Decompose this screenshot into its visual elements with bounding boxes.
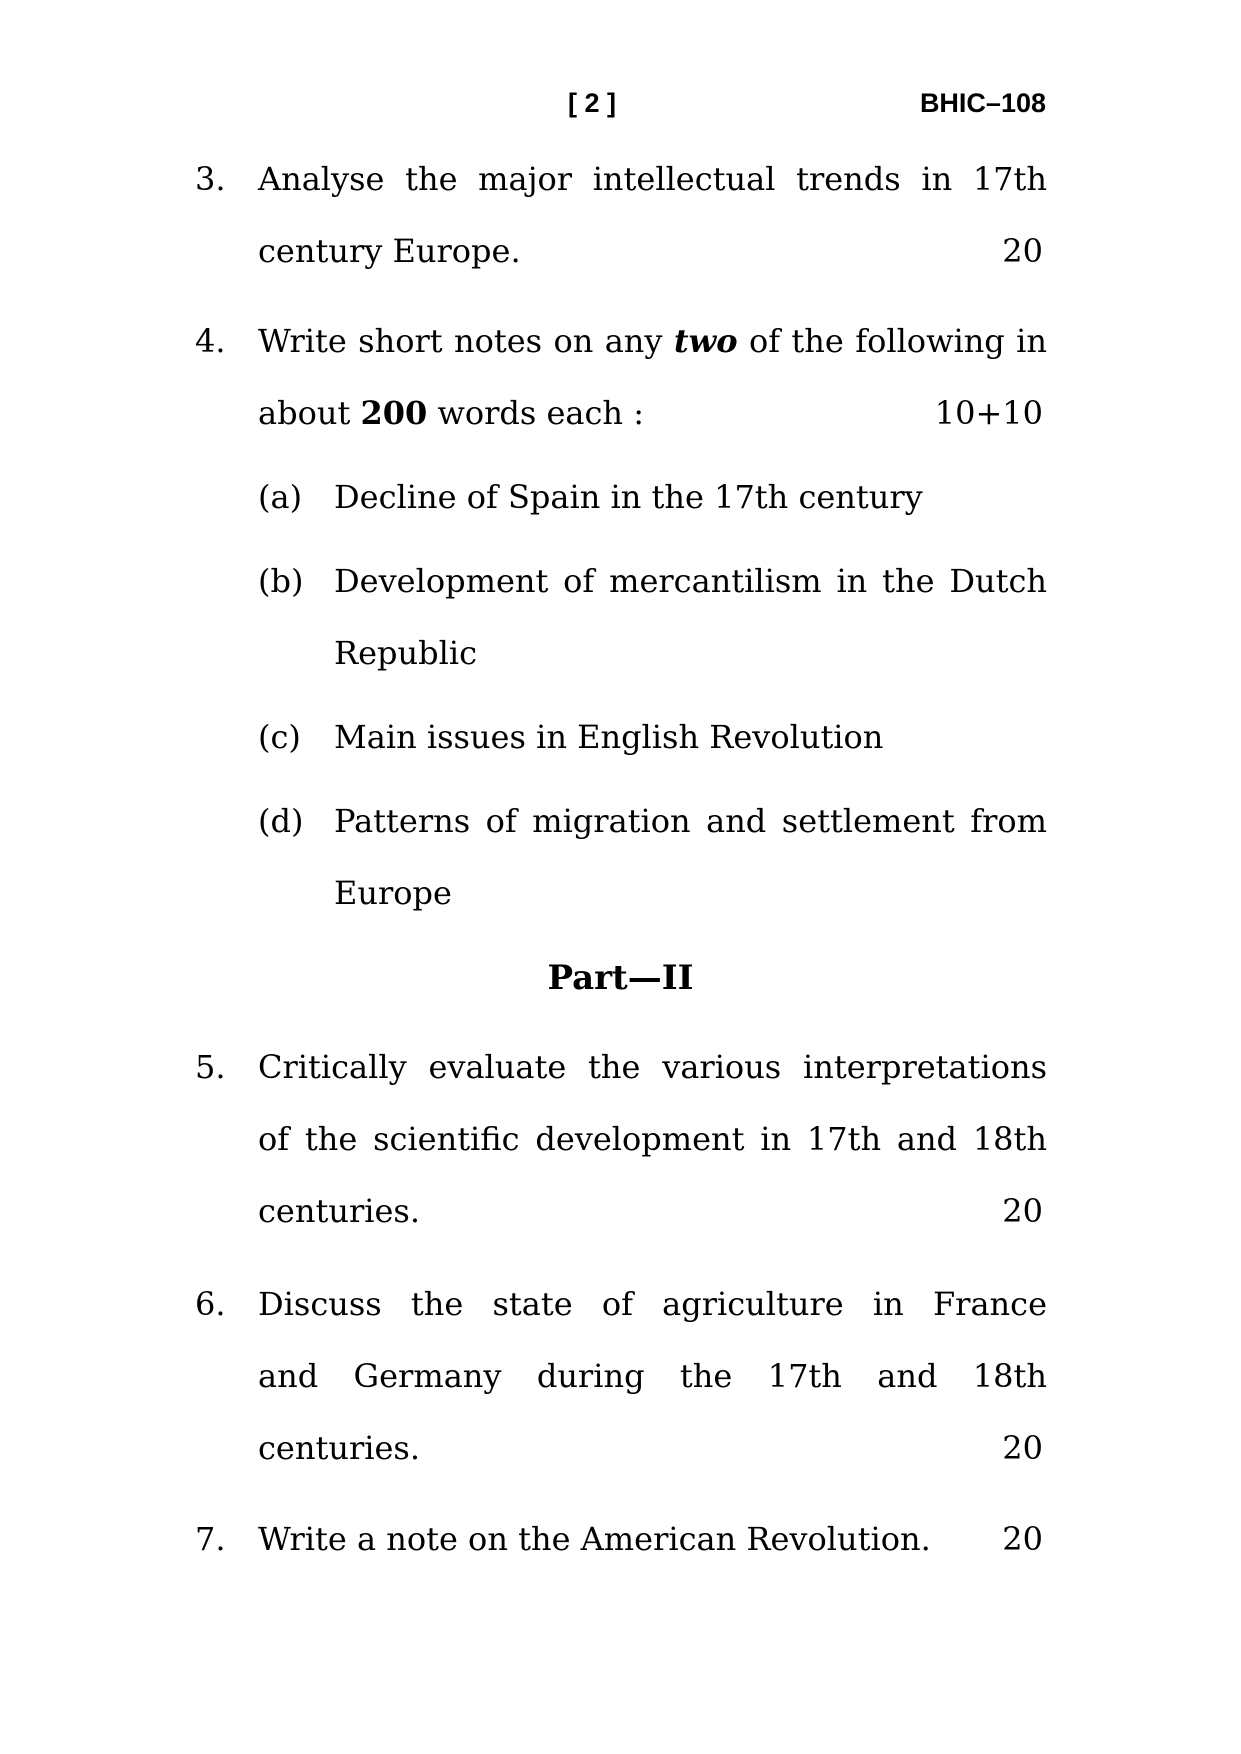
question-text-line: centuries. [258, 1192, 420, 1230]
marks: 10+10 [934, 394, 1043, 432]
question-text-line: of the scientific development in 17th and 18th [258, 1120, 1047, 1158]
bold-word-count: 200 [360, 394, 428, 432]
sub-item-text: Republic [334, 634, 477, 672]
sub-item-text: Development of mercantilism in the Dutch [334, 562, 1047, 600]
marks: 20 [1002, 232, 1043, 270]
question-text-line: Write a note on the American Revolution. [258, 1520, 931, 1558]
question-number: 6. [195, 1285, 226, 1323]
question-text-line: Discuss the state of agriculture in France [258, 1285, 1047, 1323]
text-run: Write short notes on any [258, 322, 674, 360]
question-text-line: centuries. [258, 1429, 420, 1467]
question-text-line: Critically evaluate the various interpretations [258, 1048, 1047, 1086]
question-text-line: Analyse the major intellectual trends in 17th [258, 160, 1047, 198]
question-number: 5. [195, 1048, 226, 1086]
page-number: [ 2 ] [568, 88, 617, 118]
sub-item-label: (a) [258, 478, 303, 516]
part-heading-text: Part—II [547, 958, 694, 998]
course-code: BHIC–108 [919, 88, 1046, 118]
sub-item-label: (b) [258, 562, 304, 600]
marks: 20 [1002, 1192, 1043, 1230]
question-number: 4. [195, 322, 226, 360]
marks: 20 [1002, 1520, 1043, 1558]
part-heading [0, 958, 1241, 998]
question-text-line [258, 394, 1047, 432]
text-run: about [258, 394, 361, 432]
marks: 20 [1002, 1429, 1043, 1467]
question-number: 7. [195, 1520, 226, 1558]
emphasis-text: two [673, 322, 738, 360]
sub-item-text: Main issues in English Revolution [334, 718, 884, 756]
question-number: 3. [195, 160, 226, 198]
sub-item-text: Decline of Spain in the 17th century [334, 478, 923, 516]
question-text-line [258, 322, 1047, 360]
sub-item-text: Europe [334, 874, 452, 912]
sub-item-label: (c) [258, 718, 301, 756]
text-run: of the following in [737, 322, 1048, 360]
sub-item-label: (d) [258, 802, 304, 840]
question-text-line: century Europe. [258, 232, 521, 270]
sub-item-text: Patterns of migration and settlement from [334, 802, 1047, 840]
question-text-line: and Germany during the 17th and 18th [258, 1357, 1047, 1395]
text-run: words each : [427, 394, 644, 432]
